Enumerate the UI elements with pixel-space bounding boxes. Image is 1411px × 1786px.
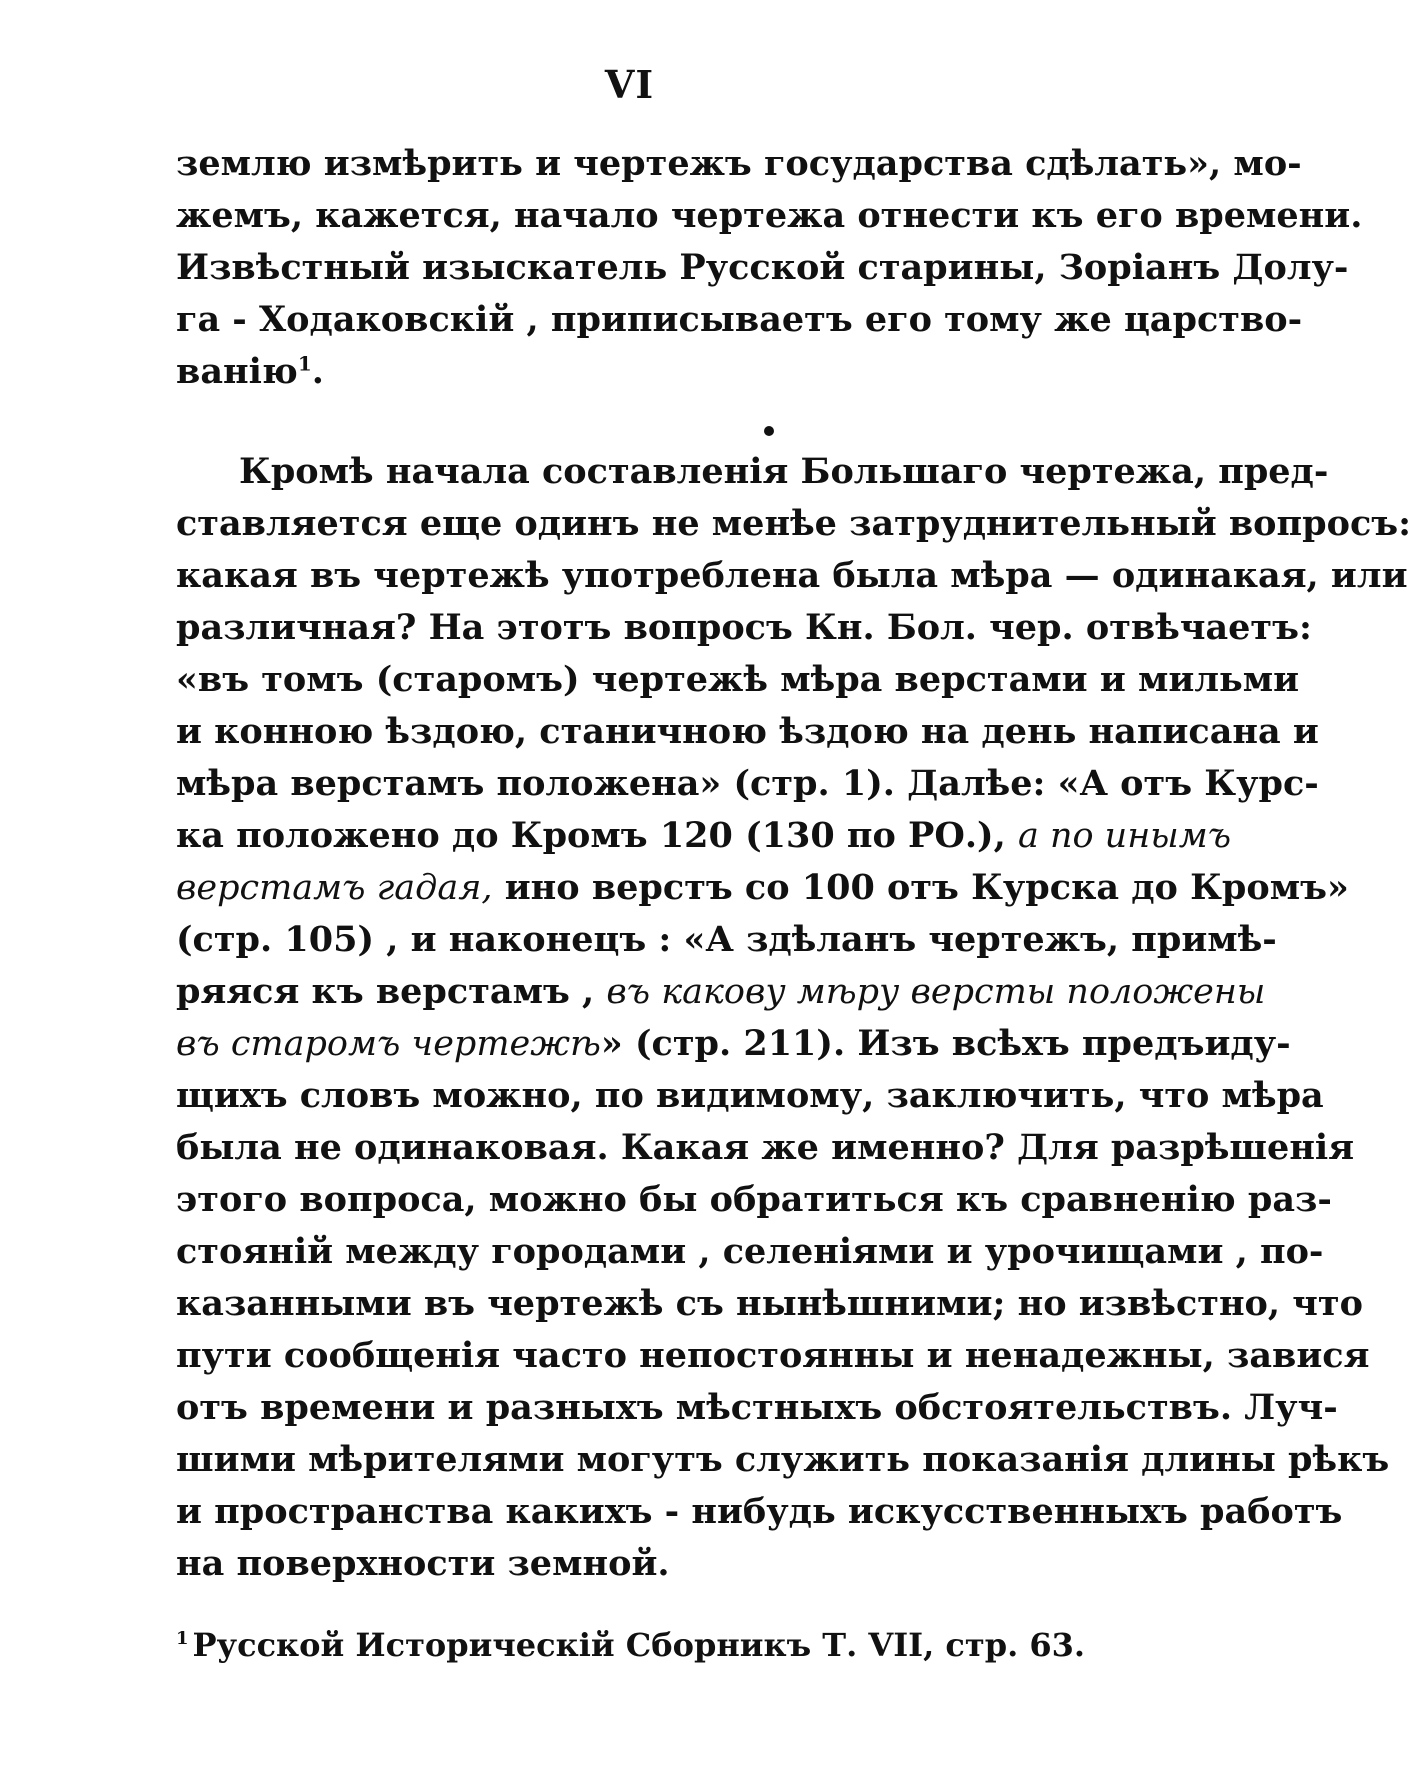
text-line [176,810,1232,862]
footnote-reference: 1 [297,351,312,376]
text-line: (стр. 105) , и наконецъ : «А здѣланъ чертежъ, примѣ- [176,919,1277,960]
text-line [176,1018,1291,1070]
text-fragment: » (стр. 211). Изъ всѣхъ предъиду- [600,1023,1291,1064]
italic-fragment: верстамъ гадая, [176,868,493,908]
text-fragment: ванію [176,351,298,392]
text-line: какая въ чертежѣ употреблена была мѣра — одинакая, или [176,555,1408,596]
text-fragment: ино верстъ со 100 отъ Курска до Кромъ» [492,867,1349,908]
text-line: ванію$^1$. [176,351,324,392]
italic-fragment: въ старомъ чертежѣ [176,1024,601,1064]
footnote-marker: 1 [176,1628,189,1650]
print-speck [764,426,774,436]
text-line: мѣра верстамъ положена» (стр. 1). Далѣе: «А отъ Курс- [176,763,1319,804]
italic-fragment: а по инымъ [1017,816,1232,856]
text-line: щихъ словъ можно, по видимому, заключить, что мѣра [176,1075,1324,1116]
italic-fragment: въ какову мѣру версты положены [606,972,1266,1012]
text-line: ставляется еще одинъ не менѣе затруднительный вопросъ: [176,503,1411,544]
text-line [176,862,1349,914]
text-line: Извѣстный изыскатель Русской старины, Зоріанъ Долу- [176,247,1349,288]
footnote-text: Русской Историческій Сборникъ Т. VII, стр. 63. [192,1626,1086,1664]
text-line: отъ времени и разныхъ мѣстныхъ обстоятельствъ. Луч- [176,1387,1338,1428]
text-line: различная? На этотъ вопросъ Кн. Бол. чер. отвѣчаетъ: [176,607,1312,648]
text-fragment: ряяся къ верстамъ , [176,971,607,1012]
text-line: на поверхности земной. [176,1543,670,1584]
text-fragment: ка положено до Кромъ 120 (130 по РО.), [176,815,1018,856]
text-line: этого вопроса, можно бы обратиться къ сравненію раз- [176,1179,1332,1220]
text-line: и пространства какихъ - нибудь искусственныхъ работъ [176,1491,1343,1532]
text-line: шими мѣрителями могутъ служить показанія длины рѣкъ [176,1439,1390,1480]
text-line [176,966,1266,1018]
text-line: жемъ, кажется, начало чертежа отнести къ его времени. [176,195,1363,236]
text-line: была не одинаковая. Какая же именно? Для разрѣшенія [176,1127,1355,1168]
text-line: «въ томъ (старомъ) чертежѣ мѣра верстами и мильми [176,659,1300,700]
page-number: VI [604,62,655,107]
text-line: пути сообщенія часто непостоянны и ненадежны, завися [176,1335,1370,1376]
text-line: Кромѣ начала составленія Большаго чертежа, пред- [239,451,1329,492]
text-line: и конною ѣздою, станичною ѣздою на день написана и [176,711,1319,752]
text-line: казанными въ чертежѣ съ нынѣшними; но извѣстно, что [176,1283,1363,1324]
text-line: землю измѣрить и чертежъ государства сдѣлать», мо- [176,143,1302,184]
footnote [176,1620,1085,1670]
text-line: га - Ходаковскій , приписываетъ его тому же царство- [176,299,1303,340]
text-line: стояній между городами , селеніями и урочищами , по- [176,1231,1324,1272]
